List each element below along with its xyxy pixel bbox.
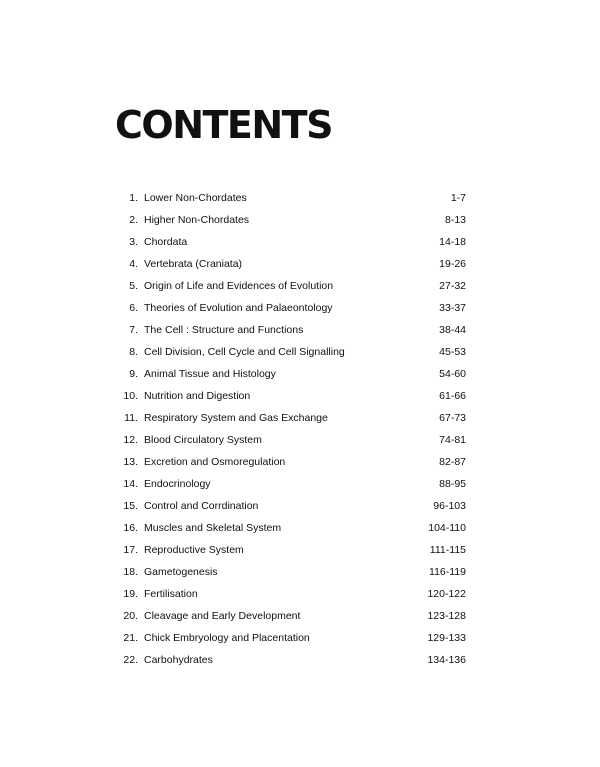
toc-entry-pages: 54-60 [439,368,466,380]
toc-entry [110,583,466,605]
toc-entry-number: 19. [123,588,138,600]
toc-entry [110,473,466,495]
toc-entry-title: Excretion and Osmoregulation [144,456,286,468]
toc-entry [110,275,466,297]
toc-entry [110,209,466,231]
toc-entry-number: 1. [129,192,138,204]
toc-entry-title: Carbohydrates [144,654,213,666]
toc-entry [110,605,466,627]
toc-entry [110,297,466,319]
toc-entry-number: 18. [123,566,138,578]
table-of-contents [110,187,466,671]
toc-entry [110,495,466,517]
toc-entry-title: The Cell : Structure and Functions [144,324,304,336]
toc-entry-pages: 14-18 [439,236,466,248]
toc-entry [110,649,466,671]
toc-entry-pages: 74-81 [439,434,466,446]
toc-entry-pages: 45-53 [439,346,466,358]
toc-entry-title: Control and Corrdination [144,500,259,512]
page-title: CONTENTS [115,103,332,147]
toc-entry-pages: 120-122 [427,588,466,600]
toc-entry-title: Nutrition and Digestion [144,390,251,402]
toc-entry-title: Respiratory System and Gas Exchange [144,412,328,424]
toc-entry-pages: 33-37 [439,302,466,314]
toc-entry-title: Animal Tissue and Histology [144,368,276,380]
toc-entry-title: Cell Division, Cell Cycle and Cell Signalling [144,346,345,358]
toc-entry-number: 5. [129,280,138,292]
toc-entry-number: 2. [129,214,138,226]
toc-entry-title: Gametogenesis [144,566,218,578]
toc-entry-number: 12. [123,434,138,446]
toc-entry [110,561,466,583]
toc-entry-title: Cleavage and Early Development [144,610,301,622]
toc-entry [110,363,466,385]
toc-entry-title: Theories of Evolution and Palaeontology [144,302,333,314]
toc-entry-pages: 129-133 [427,632,466,644]
toc-entry-title: Origin of Life and Evidences of Evolution [144,280,334,292]
toc-entry [110,539,466,561]
toc-entry-number: 14. [123,478,138,490]
toc-entry [110,319,466,341]
toc-entry-number: 9. [129,368,138,380]
toc-entry-number: 17. [123,544,138,556]
toc-entry-pages: 61-66 [439,390,466,402]
toc-entry-number: 6. [129,302,138,314]
toc-entry-pages: 8-13 [444,214,466,226]
toc-entry-number: 11. [124,412,138,424]
toc-entry-number: 7. [129,324,138,336]
toc-entry-number: 20. [123,610,138,622]
toc-entry-title: Reproductive System [144,544,244,556]
toc-entry-title: Lower Non-Chordates [144,192,247,204]
toc-entry-pages: 116-119 [429,566,466,578]
toc-entry-number: 4. [129,258,138,270]
toc-entry-title: Chick Embryology and Placentation [144,632,310,644]
toc-entry [110,429,466,451]
toc-entry-pages: 96-103 [433,500,466,512]
toc-entry-title: Muscles and Skeletal System [144,522,282,534]
toc-entry-pages: 104-110 [428,522,466,534]
toc-entry [110,517,466,539]
toc-entry-pages: 82-87 [439,456,466,468]
toc-entry-number: 10. [123,390,138,402]
toc-entry-pages: 1-7 [450,192,466,204]
toc-entry-title: Vertebrata (Craniata) [144,258,243,270]
toc-entry-pages: 134-136 [427,654,466,666]
toc-entry [110,385,466,407]
toc-entry-title: Blood Circulatory System [144,434,262,446]
toc-entry-pages: 27-32 [439,280,466,292]
toc-entry-number: 21. [123,632,138,644]
toc-entry [110,187,466,209]
toc-entry-number: 8. [129,346,138,358]
toc-entry-number: 16. [123,522,138,534]
toc-entry [110,407,466,429]
toc-entry [110,341,466,363]
toc-entry-title: Fertilisation [144,588,198,600]
toc-entry [110,253,466,275]
toc-entry-number: 22. [123,654,138,666]
toc-entry-number: 15. [123,500,138,512]
toc-entry-number: 13. [123,456,138,468]
toc-entry-pages: 88-95 [439,478,466,490]
toc-entry-pages: 38-44 [439,324,466,336]
toc-entry [110,231,466,253]
toc-entry-title: Endocrinology [144,478,211,490]
toc-entry-title: Higher Non-Chordates [144,214,250,226]
toc-entry [110,627,466,649]
toc-entry-pages: 123-128 [427,610,466,622]
toc-entry-title: Chordata [144,236,188,248]
toc-entry [110,451,466,473]
toc-entry-number: 3. [129,236,138,248]
toc-entry-pages: 19-26 [439,258,466,270]
toc-entry-pages: 67-73 [439,412,466,424]
toc-entry-pages: 111-115 [429,544,466,556]
